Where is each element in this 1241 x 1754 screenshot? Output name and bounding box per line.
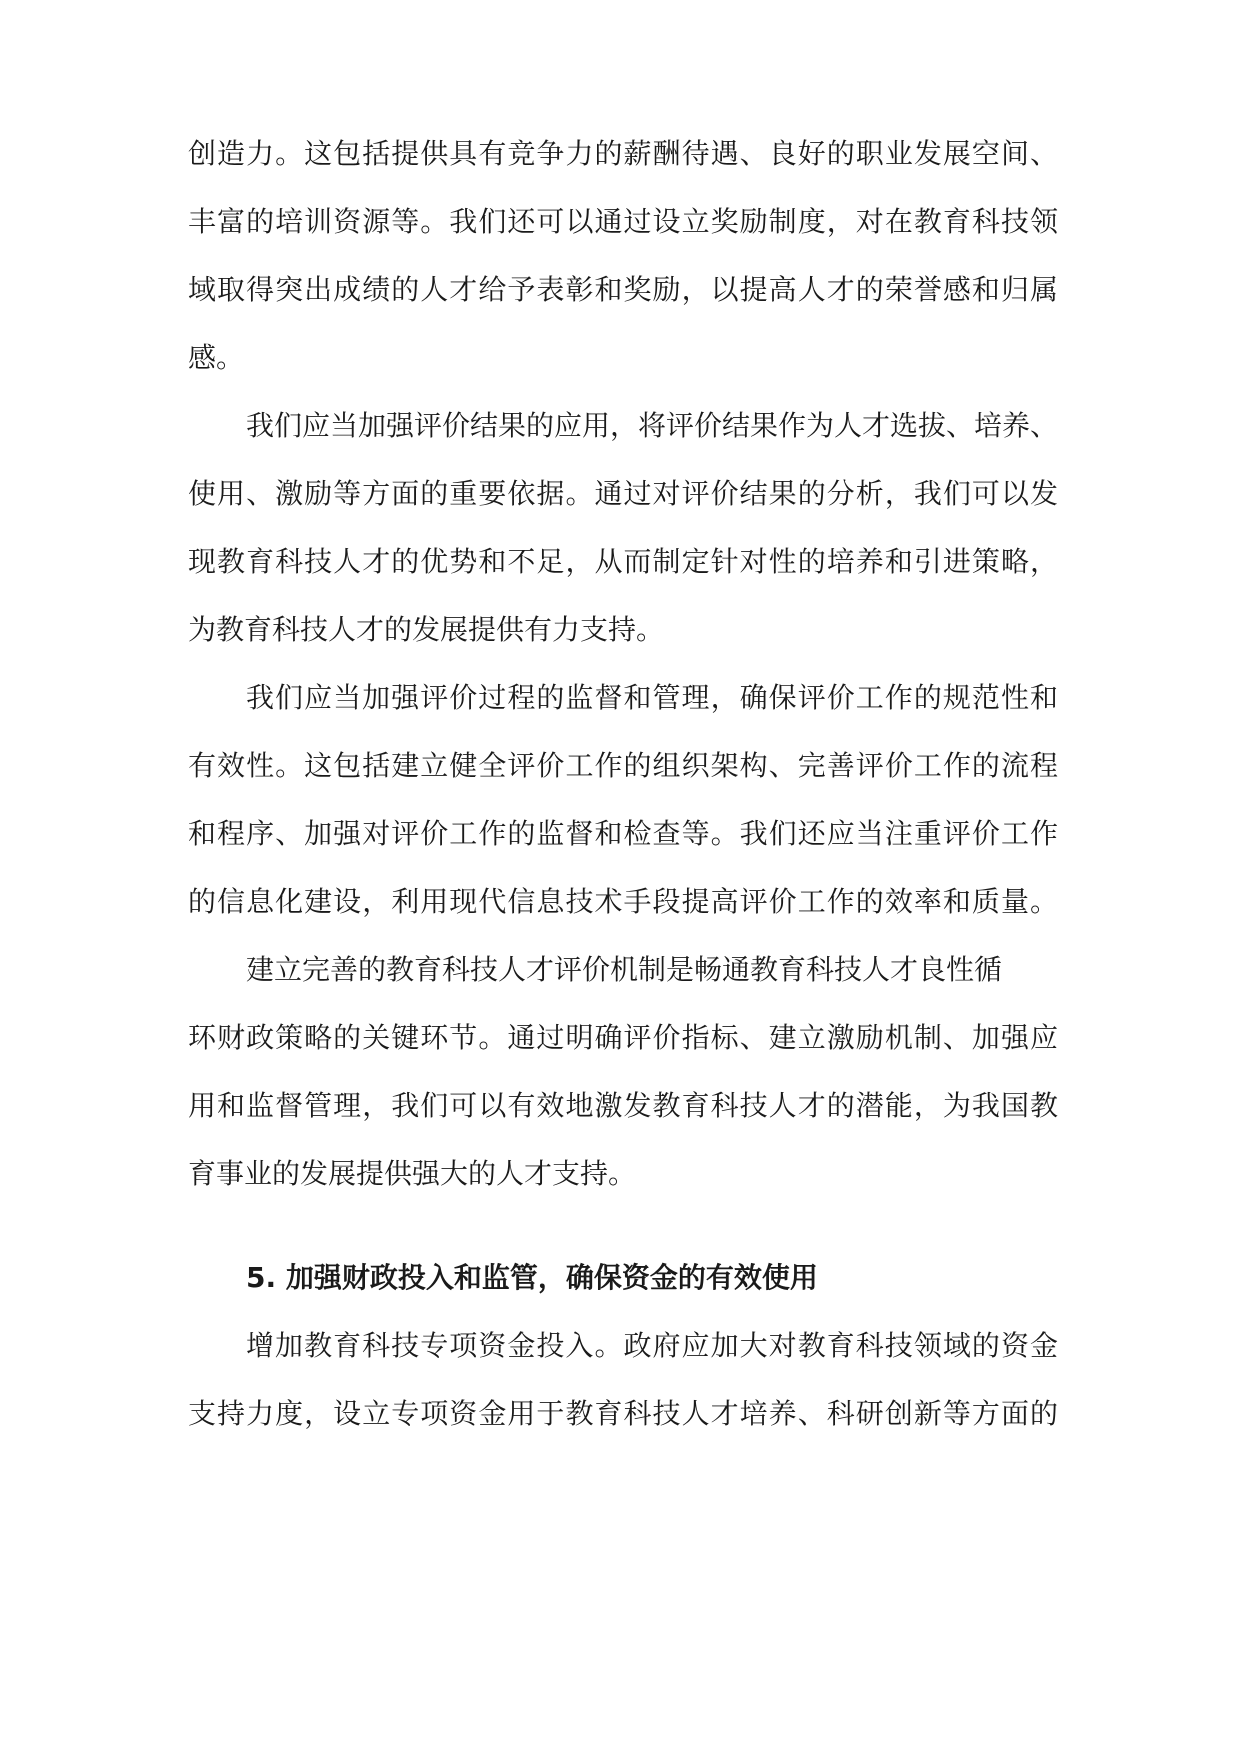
text-line: 支持力度，设立专项资金用于教育科技人才培养、科研创新等方面的 xyxy=(188,1397,1058,1430)
text-line: 用和监督管理，我们可以有效地激发教育科技人才的潜能，为我国教 xyxy=(188,1089,1058,1122)
text-line: 创造力。这包括提供具有竞争力的薪酬待遇、良好的职业发展空间、 xyxy=(188,137,1058,170)
text-line: 为教育科技人才的发展提供有力支持。 xyxy=(188,613,665,646)
section-heading: 5. 加强财政投入和监管，确保资金的有效使用 xyxy=(246,1261,818,1294)
text-line: 现教育科技人才的优势和不足，从而制定针对性的培养和引进策略， xyxy=(188,545,1058,578)
text-line: 增加教育科技专项资金投入。政府应加大对教育科技领域的资金 xyxy=(246,1329,1058,1362)
text-line: 环财政策略的关键环节。通过明确评价指标、建立激励机制、加强应 xyxy=(188,1021,1058,1054)
text-line: 有效性。这包括建立健全评价工作的组织架构、完善评价工作的流程 xyxy=(188,749,1058,782)
text-line: 育事业的发展提供强大的人才支持。 xyxy=(188,1157,637,1190)
text-line: 感。 xyxy=(188,341,245,374)
text-line: 的信息化建设，利用现代信息技术手段提高评价工作的效率和质量。 xyxy=(188,885,1058,918)
text-line: 建立完善的教育科技人才评价机制是畅通教育科技人才良性循 xyxy=(246,953,1003,986)
text-line: 使用、激励等方面的重要依据。通过对评价结果的分析，我们可以发 xyxy=(188,477,1058,510)
text-line: 域取得突出成绩的人才给予表彰和奖励，以提高人才的荣誉感和归属 xyxy=(188,273,1058,306)
text-line: 我们应当加强评价过程的监督和管理，确保评价工作的规范性和 xyxy=(246,681,1058,714)
text-line: 我们应当加强评价结果的应用，将评价结果作为人才选拔、培养、 xyxy=(246,409,1058,442)
text-line: 和程序、加强对评价工作的监督和检查等。我们还应当注重评价工作 xyxy=(188,817,1058,850)
text-line: 丰富的培训资源等。我们还可以通过设立奖励制度，对在教育科技领 xyxy=(188,205,1058,238)
